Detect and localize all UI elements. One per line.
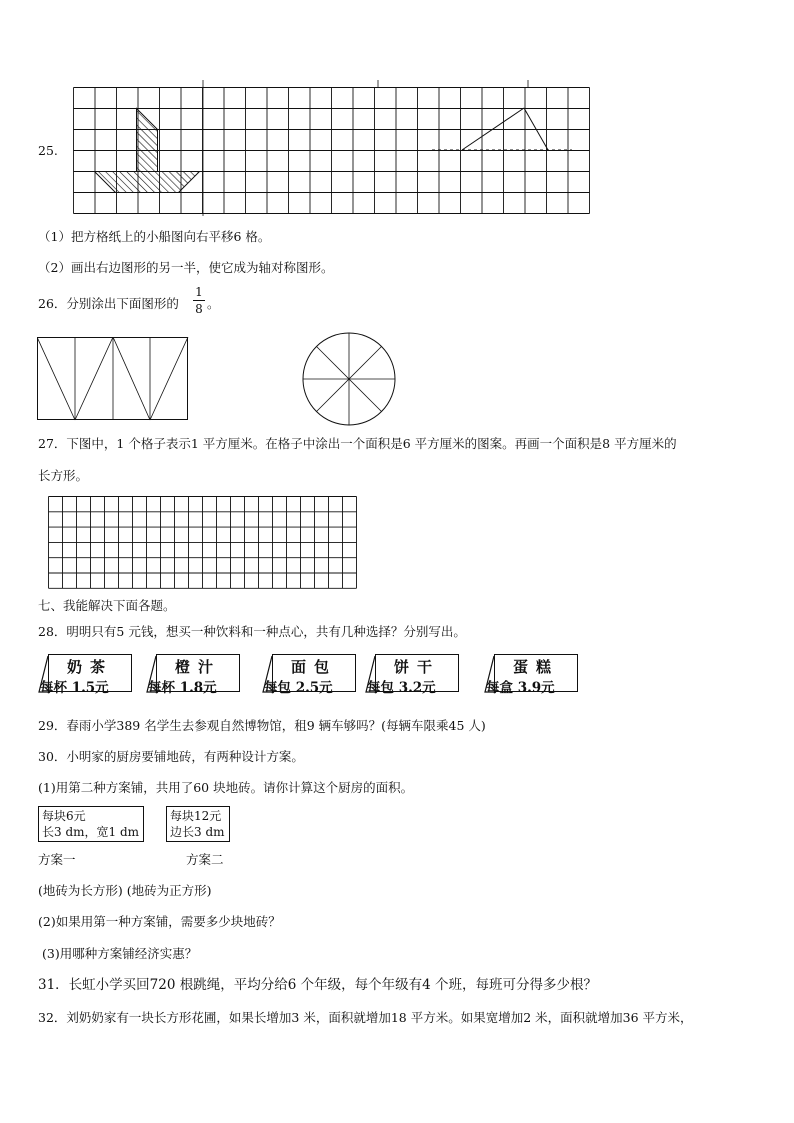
q27-line2: 长方形。 [38,468,89,483]
q27-grid [45,494,365,590]
card-item-name: 饼干 [393,658,440,676]
price-card [146,654,246,694]
q25-part2: （2）画出右边图形的另一半，使它成为轴对称图形。 [38,260,334,275]
q27-line1: 27．下图中，1 个格子表示1 平方厘米。在格子中涂出一个面积是6 平方厘米的图案。再画一个面积是8 平方厘米的 [38,436,677,451]
q30-part2: (2)如果用第一种方案铺，需要多少块地砖？ [38,914,281,929]
q25-number: 25. [38,143,58,158]
boat-sail [137,109,158,172]
half-symmetric-figure [432,108,572,150]
q26-circle-figure [301,331,397,427]
card-item-name: 蛋糕 [512,658,559,676]
plan-two-price: 每块12元 [170,809,222,823]
q26-suffix: 。 [207,296,220,311]
plan-two-size: 边长3 dm [170,825,225,839]
q26-prefix: 26．分别涂出下面图形的 [38,296,179,311]
q26-fraction [193,285,205,316]
card-item-price: 每杯 1.8元 [148,680,217,696]
card-item-price: 每包 2.5元 [264,680,333,696]
price-card [365,654,465,694]
plan-one-size: 长3 dm，宽1 dm [42,825,140,839]
price-card [38,654,138,694]
boat-hull [95,172,200,193]
plan-one-box [38,806,144,842]
fraction-numerator: 1 [195,285,203,299]
q30-intro: 30．小明家的厨房要铺地砖，有两种设计方案。 [38,749,304,764]
plan-one-label: 方案一 [38,852,76,867]
plan-one-price: 每块6元 [42,809,86,823]
section-seven-heading: 七、我能解决下面各题。 [38,598,176,613]
card-item-name: 橙汁 [174,658,221,676]
card-item-price: 每包 3.2元 [367,680,436,696]
q30-shapes: (地砖为长方形) (地砖为正方形) [38,883,212,898]
q29-text: 29．春雨小学389 名学生去参观自然博物馆，租9 辆车够吗？(每辆车限乘45 人) [38,718,486,733]
q26-rectangle-figure [37,337,189,421]
fraction-denominator: 8 [195,302,203,316]
plan-two-box [166,806,230,842]
q32-text: 32．刘奶奶家有一块长方形花圃，如果长增加3 米，面积就增加18 平方米。如果宽增加2 米，面积就增加36 平方米， [38,1010,693,1025]
q25-grid-figure [70,80,590,220]
price-card [484,654,584,694]
price-card [262,654,362,694]
q28-text: 28．明明只有5 元钱，想买一种饮料和一种点心，共有几种选择？分别写出。 [38,624,466,639]
card-item-name: 奶茶 [66,658,113,676]
card-item-price: 每杯 1.5元 [40,680,109,696]
q30-part1: (1)用第二种方案铺，共用了60 块地砖。请你计算这个厨房的面积。 [38,780,414,795]
q31-text: 31．长虹小学买回720 根跳绳，平均分给6 个年级，每个年级有4 个班，每班可分得多少根？ [38,977,597,993]
plan-two-label: 方案二 [186,852,224,867]
q25-part1: （1）把方格纸上的小船图向右平移6 格。 [38,229,271,244]
card-item-price: 每盒 3.9元 [486,680,555,696]
q30-part3: (3)用哪种方案铺经济实惠？ [42,946,198,961]
card-item-name: 面包 [290,658,337,676]
